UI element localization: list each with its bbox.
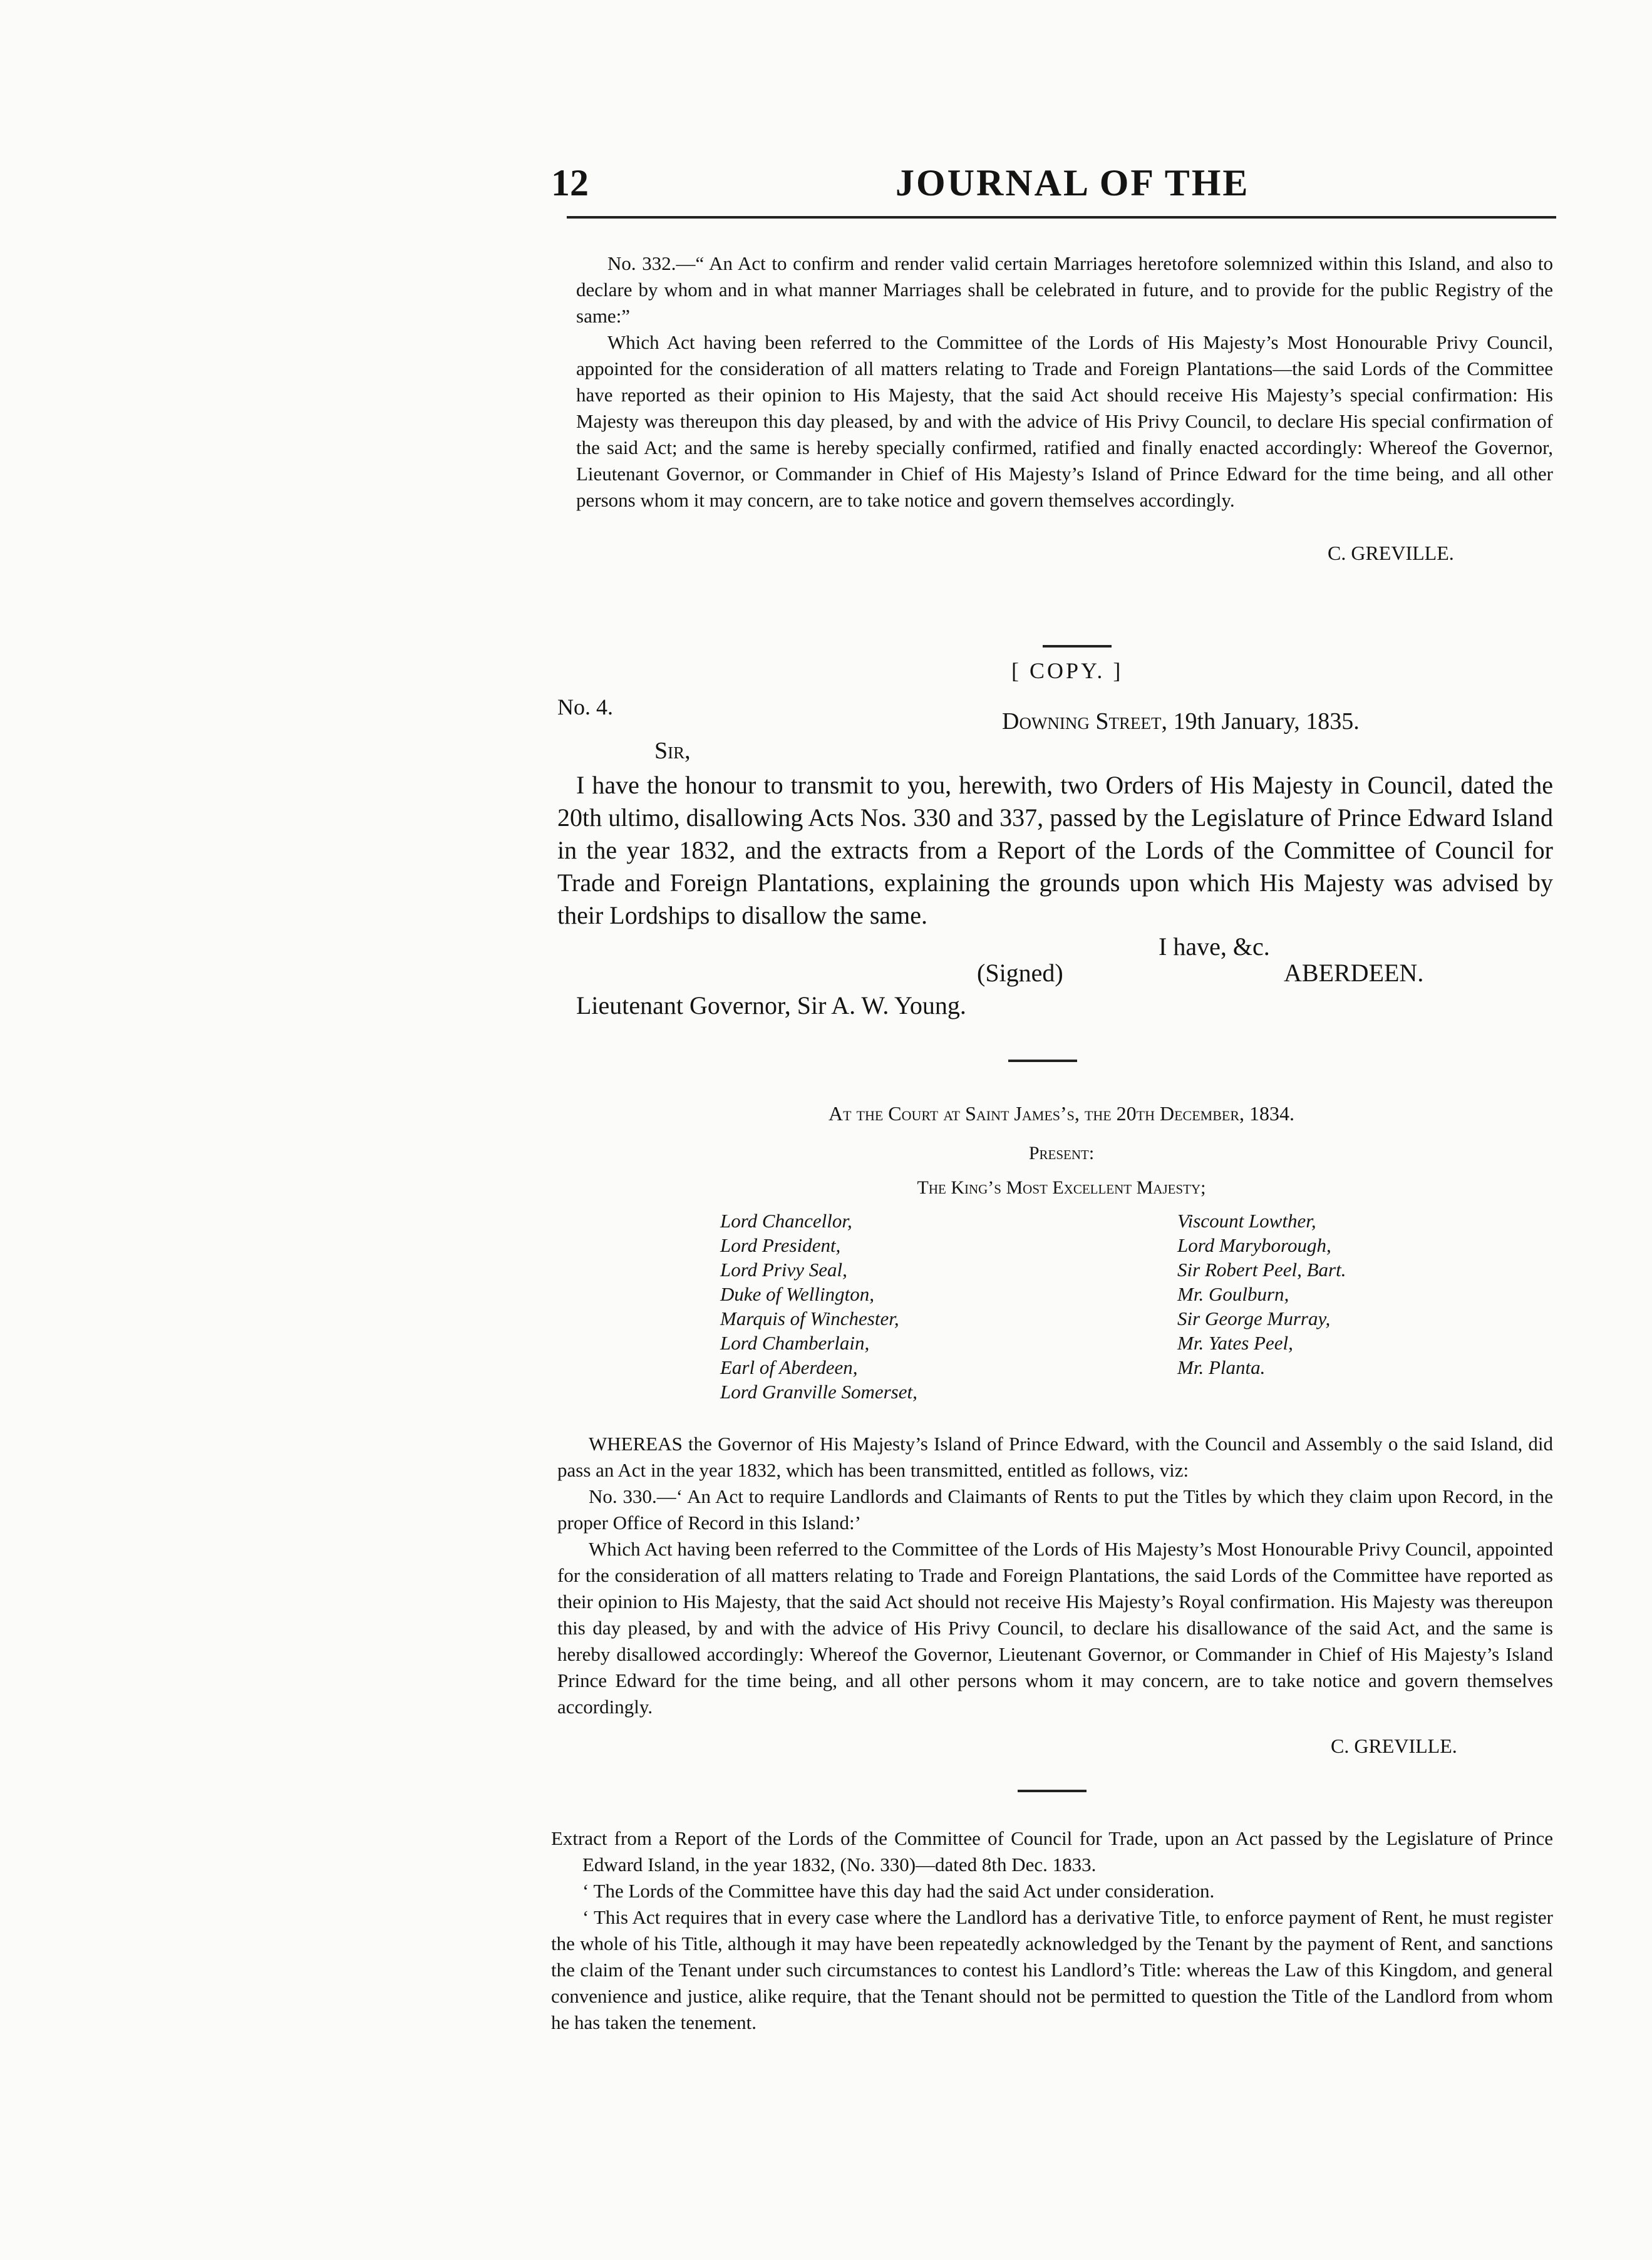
present-label: Present: bbox=[1028, 1143, 1095, 1164]
signed-label: (Signed) bbox=[977, 959, 1063, 987]
council-members-left bbox=[720, 1209, 917, 1404]
council-member: Sir George Murray, bbox=[1177, 1308, 1331, 1329]
copy-label: [ COPY. ] bbox=[1011, 658, 1123, 683]
extract-para: ‘ The Lords of the Committee have this day had the said Act under consideration. bbox=[582, 1880, 1215, 1902]
extract-para: ‘ This Act requires that in every case where the Landlord has a derivative Title, to enforce payment of Rent, he must register the whole of his Title, although it may have been repeatedly acknowledged by the Tenant by the payment of Rent, and sanctions the claim of the Tenant under such circumstances to contest his Landlord’s Title: whereas the Law of this Kingdom, and general convenience and justice, alike require, that the Tenant should not be permitted to question the Title of the Landlord from whom he has taken the tenement. bbox=[551, 1906, 1553, 2033]
order-332-signature: C. GREVILLE. bbox=[1328, 542, 1454, 564]
council-member: Viscount Lowther, bbox=[1177, 1210, 1316, 1232]
order-332-title: No. 332.—“ An Act to confirm and render valid certain Marriages heretofore solemnized within this Island, and also to declare by whom and in what manner Marriages shall be celebrated in future, and to provide for the public Registry of the same:” bbox=[576, 252, 1553, 327]
letter-number: No. 4. bbox=[557, 694, 613, 720]
council-member: Lord Chamberlain, bbox=[720, 1332, 870, 1354]
council-member: Duke of Wellington, bbox=[720, 1283, 874, 1305]
letter-dateline bbox=[1002, 708, 1360, 735]
letter-salutation: Sir, bbox=[654, 738, 691, 764]
letter-signer: ABERDEEN. bbox=[1284, 959, 1424, 987]
header-rule bbox=[567, 216, 1556, 219]
page-number: 12 bbox=[551, 162, 589, 204]
section-divider bbox=[1018, 1790, 1087, 1792]
section-divider bbox=[1043, 645, 1112, 648]
council-member: Lord Chancellor, bbox=[720, 1210, 852, 1232]
order-330-body: Which Act having been referred to the Committee of the Lords of His Majesty’s Most Honourable Privy Council, appointed for the consideration of all matters relating to Trade and Foreign Plantations, the said Lords of the Committee have reported as their opinion to His Majesty, that the said Act should not receive His Majesty’s Royal confirmation. His Majesty was thereupon this day pleased, by and with the advice of His Privy Council, to declare his disallowance of the said Act, and the same is hereby disallowed accordingly: Whereof the Governor, Lieutenant Governor, or Commander in Chief of His Majesty’s Island Prince Edward for the time being, and all other persons whom it may concern, are to take notice and govern themselves accordingly. bbox=[557, 1538, 1553, 1718]
letter-date: 19th January, 1835. bbox=[1173, 708, 1360, 735]
letter-addressee: Lieutenant Governor, Sir A. W. Young. bbox=[576, 991, 966, 1019]
extract bbox=[551, 1825, 1553, 2036]
council-member: Mr. Planta. bbox=[1177, 1356, 1266, 1378]
order-330 bbox=[557, 1431, 1553, 1720]
section-divider bbox=[1008, 1060, 1077, 1062]
council-member: Mr. Yates Peel, bbox=[1177, 1332, 1293, 1354]
council-member: Earl of Aberdeen, bbox=[720, 1356, 858, 1378]
council-member: Lord Granville Somerset, bbox=[720, 1381, 917, 1403]
order-330-title: No. 330.—‘ An Act to require Landlords and Claimants of Rents to put the Titles by which they claim upon Record, in the proper Office of Record in this Island:’ bbox=[557, 1485, 1553, 1534]
court-heading: At the Court at Saint James’s, the 20th December, 1834. bbox=[828, 1102, 1294, 1125]
council-member: Mr. Goulburn, bbox=[1177, 1283, 1289, 1305]
letter-closing: I have, &c. bbox=[1159, 932, 1270, 961]
council-member: Marquis of Winchester, bbox=[720, 1308, 899, 1329]
council-member: Lord Privy Seal, bbox=[720, 1259, 847, 1281]
order-330-whereas: WHEREAS the Governor of His Majesty’s Island of Prince Edward, with the Council and Assembly o the said Island, did pass an Act in the year 1832, which has been transmitted, entitled as follows, viz: bbox=[557, 1433, 1553, 1481]
order-332 bbox=[576, 250, 1553, 513]
extract-heading: Extract from a Report of the Lords of the Committee of Council for Trade, upon an Act passed by the Legislature of Prince Edward Island, in the year 1832, (No. 330)—dated 8th Dec. 1833. bbox=[551, 1827, 1553, 1876]
letter-place: Downing Street, bbox=[1002, 708, 1168, 735]
council-member: Lord President, bbox=[720, 1234, 841, 1256]
order-330-signature: C. GREVILLE. bbox=[1331, 1735, 1457, 1757]
council-members-right bbox=[1177, 1209, 1346, 1380]
running-head: JOURNAL OF THE bbox=[896, 162, 1250, 204]
council-member: Lord Maryborough, bbox=[1177, 1234, 1331, 1256]
order-332-body: Which Act having been referred to the Committee of the Lords of His Majesty’s Most Honourable Privy Council, appointed for the consideration of all matters relating to Trade and Foreign Plantations—the said Lords of the Committee have reported as their opinion to His Majesty, that the said Act should receive His Majesty’s special confirmation: His Majesty was thereupon this day pleased, by and with the advice of His Privy Council, to declare His special confirmation of the said Act; and the same is hereby specially confirmed, ratified and finally enacted accordingly: Whereof the Governor, Lieutenant Governor, or Commander in Chief of His Majesty’s Island of Prince Edward for the time being, and all other persons whom it may concern, are to take notice and govern themselves accordingly. bbox=[576, 331, 1553, 511]
letter-body-block bbox=[557, 769, 1553, 932]
majesty-line: The King’s Most Excellent Majesty; bbox=[917, 1177, 1206, 1198]
council-member: Sir Robert Peel, Bart. bbox=[1177, 1259, 1346, 1281]
letter-body: I have the honour to transmit to you, herewith, two Orders of His Majesty in Council, dated the 20th ultimo, disallowing Acts Nos. 330 and 337, passed by the Legislature of Prince Edward Island in the year 1832, and the extracts from a Report of the Lords of the Committee of Council for Trade and Foreign Plantations, explaining the grounds upon which His Majesty was advised by their Lordships to disallow the same. bbox=[557, 771, 1553, 929]
